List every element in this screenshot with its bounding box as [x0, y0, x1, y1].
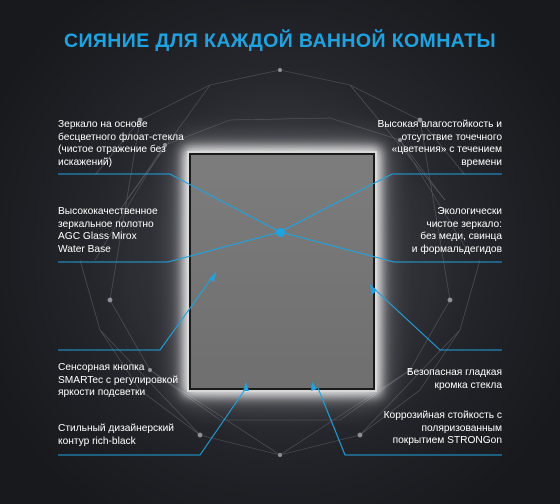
feature-strongon-coating: Коррозийная стойкость с поляризованным покрытием STRONGon: [383, 410, 502, 447]
arrow-right-4: [311, 382, 317, 391]
feature-smartec-button: Сенсорная кнопка SMARTec с регулировкой яркости подсветки: [58, 362, 179, 399]
page-title: СИЯНИЕ ДЛЯ КАЖДОЙ ВАННОЙ КОМНАТЫ: [63, 30, 496, 52]
feature-moisture-resistance: Высокая влагостойкость и отсутствие точечного «цветения» с течением времени: [377, 119, 502, 168]
feature-safe-edge: Безопасная гладкая кромка стекла: [406, 367, 502, 391]
arrow-right-3: [370, 285, 377, 295]
callout-left-3: [58, 272, 216, 350]
arrow-left-4: [243, 382, 249, 391]
feature-float-glass: Зеркало на основе бесцветного флоат-стекла (чистое отражение без искажений): [58, 119, 184, 168]
feature-eco-mirror: Экологически чистое зеркало: без меди, свинца и формальдегидов: [411, 206, 502, 255]
callout-hub-dot: [276, 228, 285, 237]
feature-rich-black: Стильный дизайнерский контур rich-black: [58, 423, 174, 447]
feature-agc-mirror: Высококачественное зеркальное полотно AGC Glass Mirox Water Base: [58, 206, 158, 255]
callout-right-3: [370, 285, 502, 350]
